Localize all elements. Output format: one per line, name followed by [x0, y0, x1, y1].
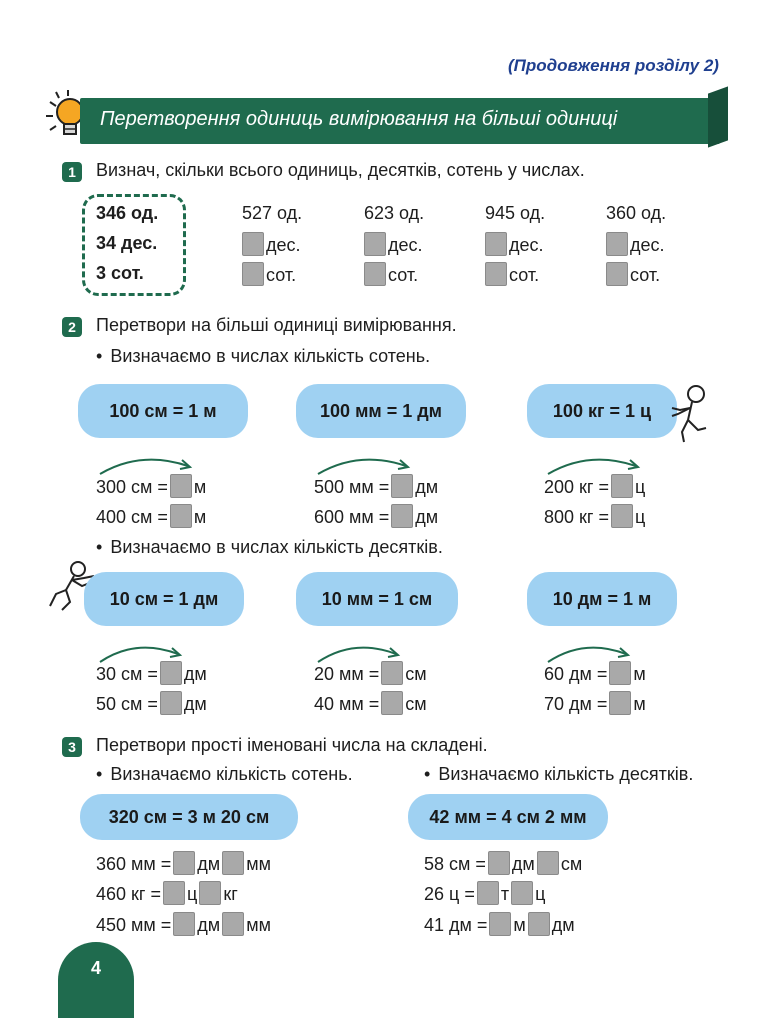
rule-cloud: 42 мм = 4 см 2 мм	[408, 794, 608, 840]
col-hundreds-row	[364, 262, 418, 286]
compound-unit: см	[560, 854, 583, 874]
stick-figure-icon	[668, 384, 714, 444]
tens-unit: дес.	[388, 235, 423, 255]
compound-row	[424, 912, 575, 936]
conversion-lhs: 800 кг =	[544, 507, 609, 527]
answer-box[interactable]	[611, 504, 633, 528]
answer-box[interactable]	[222, 912, 244, 936]
conversion-lhs: 70 дм =	[544, 694, 608, 714]
task-number-badge: 1	[62, 162, 82, 182]
conversion-lhs: 60 дм =	[544, 664, 608, 684]
rule-cloud: 10 мм = 1 см	[296, 572, 458, 626]
hundreds-unit: сот.	[630, 265, 661, 285]
conversion-lhs: 40 мм =	[314, 694, 380, 714]
rule-cloud: 100 см = 1 м	[78, 384, 248, 438]
conversion-row	[544, 474, 645, 498]
col-tens-row	[364, 232, 423, 256]
task3-bullet-hundreds: • Визначаємо кількість сотень.	[96, 764, 353, 785]
compound-row	[424, 851, 582, 875]
conversion-lhs: 50 см =	[96, 694, 158, 714]
compound-row	[96, 851, 271, 875]
conversion-row	[544, 504, 645, 528]
rule-cloud: 10 дм = 1 м	[527, 572, 677, 626]
answer-box[interactable]	[485, 262, 507, 286]
compound-lhs: 460 кг =	[96, 884, 161, 904]
col-tens-row	[606, 232, 665, 256]
answer-box[interactable]	[173, 912, 195, 936]
answer-box[interactable]	[611, 474, 633, 498]
compound-unit: кг	[223, 884, 238, 904]
hundreds-unit: сот.	[388, 265, 419, 285]
conversion-lhs: 400 см =	[96, 507, 168, 527]
answer-box[interactable]	[391, 504, 413, 528]
answer-box[interactable]	[606, 232, 628, 256]
rule-cloud: 100 кг = 1 ц	[527, 384, 677, 438]
col-units: 623 од.	[364, 203, 425, 223]
curved-arrow-icon	[314, 452, 414, 476]
conversion-row	[314, 474, 438, 498]
compound-unit: мм	[246, 854, 271, 874]
answer-box[interactable]	[606, 262, 628, 286]
col-units: 527 од.	[242, 203, 303, 223]
task-number-badge: 2	[62, 317, 82, 337]
conversion-unit: ц	[635, 477, 646, 497]
col-tens-row	[242, 232, 301, 256]
conversion-row	[96, 661, 207, 685]
answer-box[interactable]	[364, 232, 386, 256]
banner-title: Перетворення одиниць вимірювання на більші одиниці	[100, 108, 618, 130]
conversion-row	[314, 661, 427, 685]
conversion-unit: ц	[635, 507, 646, 527]
answer-box[interactable]	[170, 474, 192, 498]
compound-lhs: 58 см =	[424, 854, 486, 874]
conversion-row	[96, 474, 206, 498]
example-units: 346 од.	[96, 203, 159, 223]
answer-box[interactable]	[364, 262, 386, 286]
answer-box[interactable]	[160, 691, 182, 715]
answer-box[interactable]	[485, 232, 507, 256]
conversion-unit: см	[405, 664, 427, 684]
rule-cloud: 320 см = 3 м 20 см	[80, 794, 298, 840]
conversion-row	[544, 691, 646, 715]
curved-arrow-icon	[544, 452, 644, 476]
conversion-unit: см	[405, 694, 427, 714]
answer-box[interactable]	[489, 912, 511, 936]
compound-unit: ц	[187, 884, 198, 904]
answer-box[interactable]	[242, 262, 264, 286]
conversion-lhs: 300 см =	[96, 477, 168, 497]
rule-cloud: 10 см = 1 дм	[84, 572, 244, 626]
compound-row	[96, 881, 238, 905]
task3-bullet-tens: • Визначаємо кількість десятків.	[424, 764, 693, 785]
hundreds-unit: сот.	[266, 265, 297, 285]
compound-lhs: 360 мм =	[96, 854, 172, 874]
col-hundreds-row	[606, 262, 660, 286]
answer-box[interactable]	[381, 691, 403, 715]
compound-unit: дм	[551, 915, 575, 935]
compound-unit: мм	[246, 915, 271, 935]
hundreds-unit: сот.	[509, 265, 540, 285]
rule-cloud: 100 мм = 1 дм	[296, 384, 466, 438]
conversion-unit: м	[193, 507, 207, 527]
tens-unit: дес.	[630, 235, 665, 255]
curved-arrow-icon	[96, 452, 196, 476]
compound-unit: дм	[197, 915, 221, 935]
compound-unit: ц	[535, 884, 546, 904]
answer-box[interactable]	[511, 881, 533, 905]
task3-instruction: Перетвори прості іменовані числа на складені.	[96, 735, 488, 755]
conversion-lhs: 200 кг =	[544, 477, 609, 497]
conversion-unit: м	[193, 477, 207, 497]
compound-row	[424, 881, 545, 905]
answer-box[interactable]	[537, 851, 559, 875]
tens-unit: дес.	[266, 235, 301, 255]
tens-unit: дес.	[509, 235, 544, 255]
task2-instruction: Перетвори на більші одиниці вимірювання.	[96, 315, 457, 335]
conversion-unit: м	[633, 664, 646, 684]
answer-box[interactable]	[381, 661, 403, 685]
section-continuation: (Продовження розділу 2)	[508, 56, 719, 75]
answer-box[interactable]	[173, 851, 195, 875]
task2-bullet-hundreds: • Визначаємо в числах кількість сотень.	[96, 346, 430, 367]
conversion-unit: дм	[183, 664, 207, 684]
page-number-tab	[58, 942, 134, 1018]
answer-box[interactable]	[391, 474, 413, 498]
answer-box[interactable]	[609, 691, 631, 715]
conversion-lhs: 30 см =	[96, 664, 158, 684]
answer-box[interactable]	[528, 912, 550, 936]
answer-box[interactable]	[242, 232, 264, 256]
conversion-unit: м	[633, 694, 646, 714]
conversion-row	[96, 691, 207, 715]
conversion-row	[314, 691, 427, 715]
compound-lhs: 26 ц =	[424, 884, 475, 904]
conversion-row	[96, 504, 206, 528]
conversion-unit: дм	[415, 507, 439, 527]
col-hundreds-row	[485, 262, 539, 286]
col-units: 360 од.	[606, 203, 667, 223]
compound-unit: дм	[197, 854, 221, 874]
answer-box[interactable]	[170, 504, 192, 528]
conversion-row	[544, 661, 646, 685]
answer-box[interactable]	[199, 881, 221, 905]
compound-lhs: 41 дм =	[424, 915, 488, 935]
example-tens: 34 дес.	[96, 233, 158, 253]
answer-box[interactable]	[609, 661, 631, 685]
answer-box[interactable]	[160, 661, 182, 685]
compound-unit: т	[500, 884, 510, 904]
conversion-unit: дм	[183, 694, 207, 714]
col-tens-row	[485, 232, 544, 256]
example-hundreds: 3 сот.	[96, 263, 144, 283]
compound-row	[96, 912, 271, 936]
banner-3d-side	[708, 86, 728, 147]
conversion-lhs: 500 мм =	[314, 477, 390, 497]
conversion-lhs: 600 мм =	[314, 507, 390, 527]
col-hundreds-row	[242, 262, 296, 286]
compound-unit: дм	[511, 854, 535, 874]
conversion-row	[314, 504, 438, 528]
compound-lhs: 450 мм =	[96, 915, 172, 935]
conversion-unit: дм	[415, 477, 439, 497]
answer-box[interactable]	[477, 881, 499, 905]
task1-instruction: Визнач, скільки всього одиниць, десятків, сотень у числах.	[96, 160, 585, 180]
answer-box[interactable]	[222, 851, 244, 875]
task2-bullet-tens: • Визначаємо в числах кількість десятків.	[96, 537, 443, 558]
conversion-lhs: 20 мм =	[314, 664, 380, 684]
task-number-badge: 3	[62, 737, 82, 757]
compound-unit: м	[513, 915, 526, 935]
col-units: 945 од.	[485, 203, 546, 223]
page-number: 4	[90, 958, 101, 978]
answer-box[interactable]	[163, 881, 185, 905]
answer-box[interactable]	[488, 851, 510, 875]
